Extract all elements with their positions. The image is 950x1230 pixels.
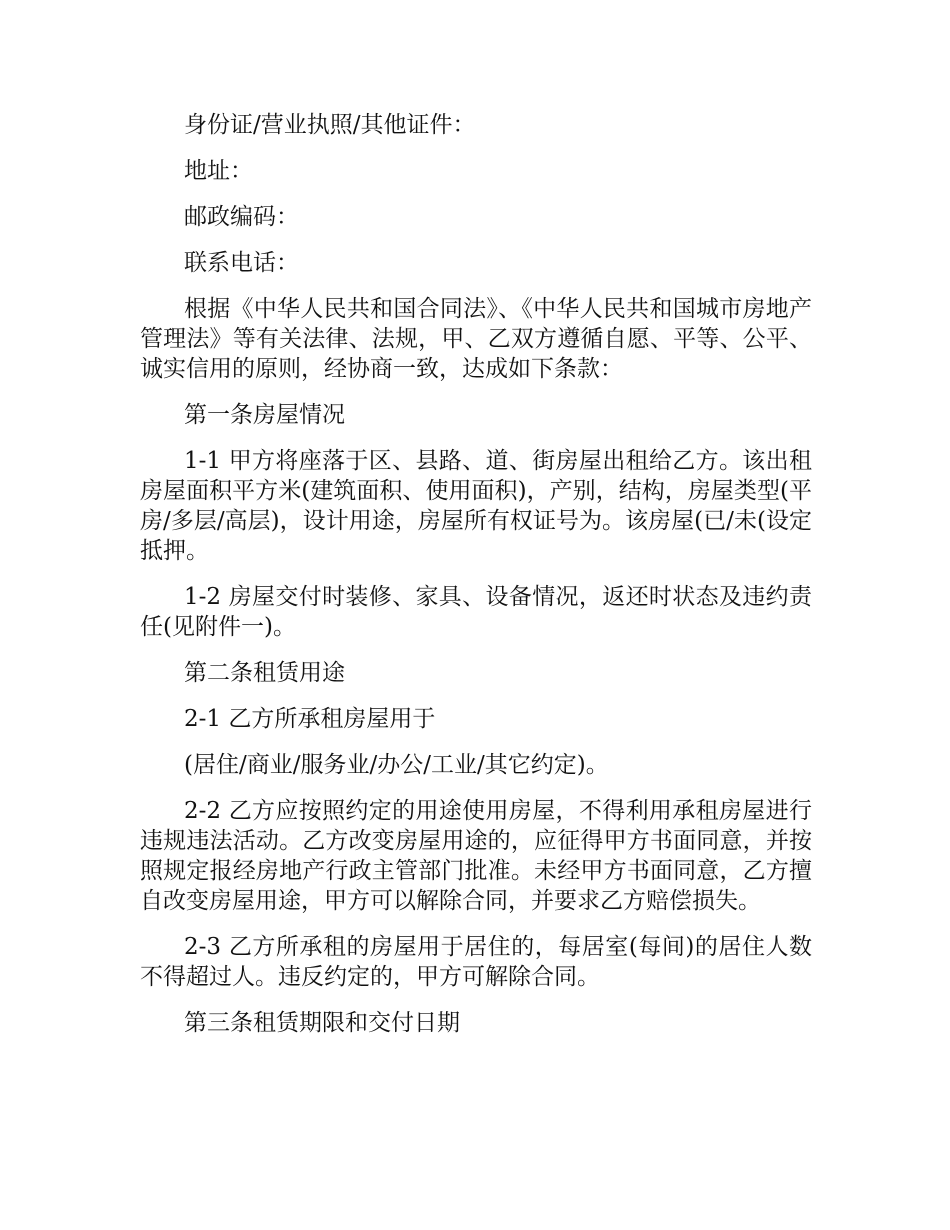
document-page bbox=[140, 110, 812, 1054]
article-2-heading: 第二条租赁用途 bbox=[184, 660, 345, 686]
preamble-paragraph: 根据《中华人民共和国合同法》、《中华人民共和国城市房地产管理法》等有关法律、法规，甲、乙双方遵循自愿、平等、公平、诚实信用的原则，经协商一致，达成如下条款： bbox=[140, 296, 812, 382]
address-line: 地址： bbox=[184, 158, 253, 184]
clause-2-2: 2-2 乙方应按照约定的用途使用房屋，不得利用承租房屋进行违规违法活动。乙方改变房屋用途的，应征得甲方书面同意，并按照规定报经房地产行政主管部门批准。未经甲方书面同意，乙方擅自改变房屋用途，甲方可以解除合同，并要求乙方赔偿损失。 bbox=[140, 798, 812, 914]
clause-2-1-options: (居住/商业/服务业/办公/工业/其它约定)。 bbox=[184, 752, 609, 778]
article-1-heading: 第一条房屋情况 bbox=[184, 402, 345, 428]
article-3-heading: 第三条租赁期限和交付日期 bbox=[184, 1010, 460, 1036]
clause-1-1: 1-1 甲方将座落于区、县路、道、街房屋出租给乙方。该出租房屋面积平方米(建筑面积、使用面积)，产别，结构，房屋类型(平房/多层/高层)，设计用途，房屋所有权证号为。该房屋(已/未(设定抵押。 bbox=[140, 448, 812, 564]
phone-line: 联系电话： bbox=[184, 250, 299, 276]
clause-1-2: 1-2 房屋交付时装修、家具、设备情况，返还时状态及违约责任(见附件一)。 bbox=[140, 584, 812, 640]
postal-code-line: 邮政编码： bbox=[184, 204, 299, 230]
id-document-line: 身份证/营业执照/其他证件： bbox=[184, 112, 476, 138]
clause-2-1: 2-1 乙方所承租房屋用于 bbox=[184, 706, 436, 732]
clause-2-3: 2-3 乙方所承租的房屋用于居住的，每居室(每间)的居住人数不得超过人。违反约定的，甲方可解除合同。 bbox=[140, 934, 812, 990]
